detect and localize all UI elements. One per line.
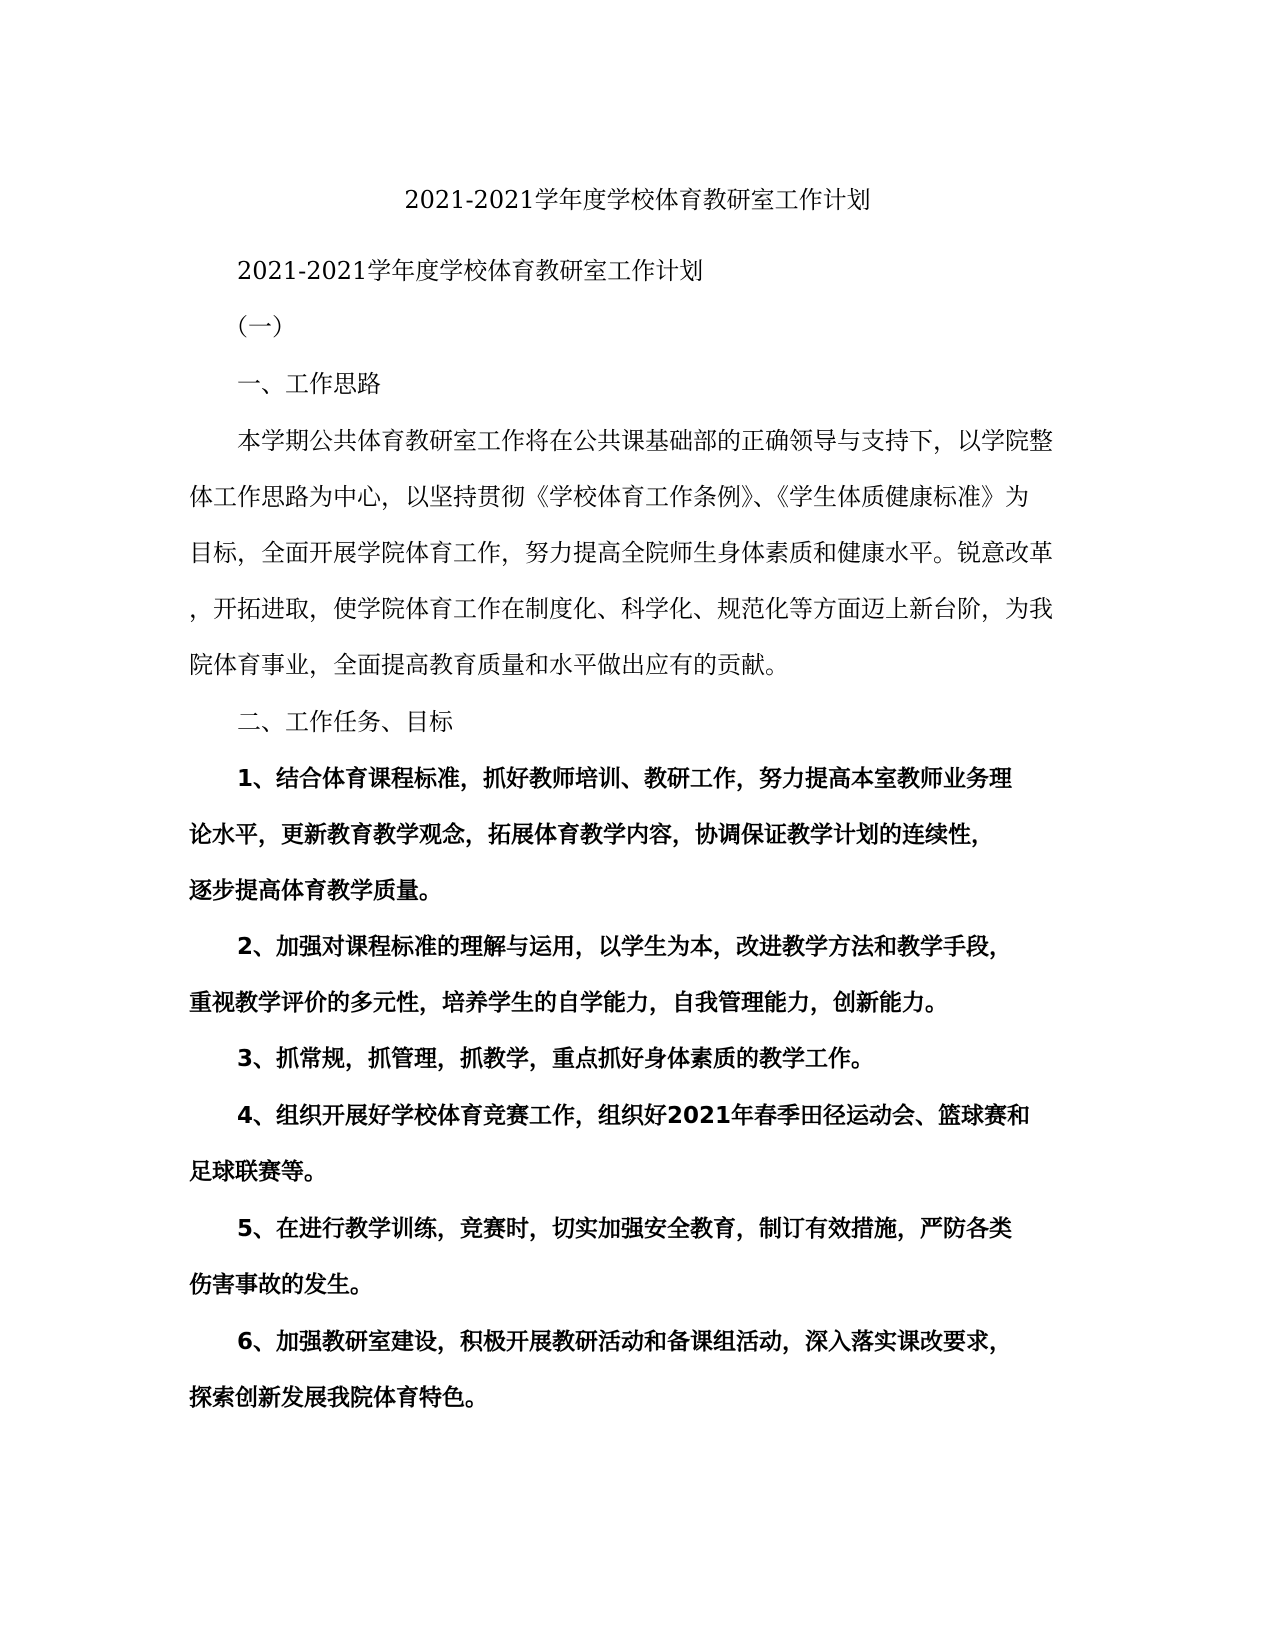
task-line: 6、加强教研室建设，积极开展教研活动和备课组活动，深入落实课改要求，	[237, 1329, 1013, 1355]
paragraph-line: 院体育事业，全面提高教育质量和水平做出应有的贡献。	[189, 651, 789, 679]
task-line: 足球联赛等。	[189, 1159, 327, 1185]
task-line: 4、组织开展好学校体育竞赛工作，组织好2021年春季田径运动会、篮球赛和	[237, 1103, 1031, 1129]
section-heading-2: 二、工作任务、目标	[237, 708, 453, 736]
task-line: 3、抓常规，抓管理，抓教学，重点抓好身体素质的教学工作。	[237, 1046, 875, 1072]
document-title: 2021-2021学年度学校体育教研室工作计划	[404, 186, 871, 214]
task-line: 重视教学评价的多元性，培养学生的自学能力，自我管理能力，创新能力。	[189, 990, 948, 1016]
task-line: 探索创新发展我院体育特色。	[189, 1385, 488, 1411]
paragraph-line: 体工作思路为中心，以坚持贯彻《学校体育工作条例》、《学生体质健康标准》为	[189, 483, 1029, 511]
paragraph-line: ，开拓进取，使学院体育工作在制度化、科学化、规范化等方面迈上新台阶，为我	[189, 595, 1053, 623]
section-heading-1: 一、工作思路	[237, 370, 381, 398]
task-line: 伤害事故的发生。	[189, 1272, 373, 1298]
task-line: 逐步提高体育教学质量。	[189, 878, 442, 904]
document-subtitle: 2021-2021学年度学校体育教研室工作计划	[237, 257, 704, 285]
task-line: 1、结合体育课程标准，抓好教师培训、教研工作，努力提高本室教师业务理	[237, 766, 1013, 792]
task-line: 5、在进行教学训练，竞赛时，切实加强安全教育，制订有效措施，严防各类	[237, 1216, 1013, 1242]
task-line: 论水平，更新教育教学观念，拓展体育教学内容，协调保证教学计划的连续性，	[189, 822, 994, 848]
paragraph-line: 本学期公共体育教研室工作将在公共课基础部的正确领导与支持下，以学院整	[237, 427, 1053, 455]
part-marker: （一）	[224, 313, 296, 341]
paragraph-line: 目标，全面开展学院体育工作，努力提高全院师生身体素质和健康水平。锐意改革	[189, 539, 1053, 567]
task-line: 2、加强对课程标准的理解与运用，以学生为本，改进教学方法和教学手段，	[237, 934, 1013, 960]
